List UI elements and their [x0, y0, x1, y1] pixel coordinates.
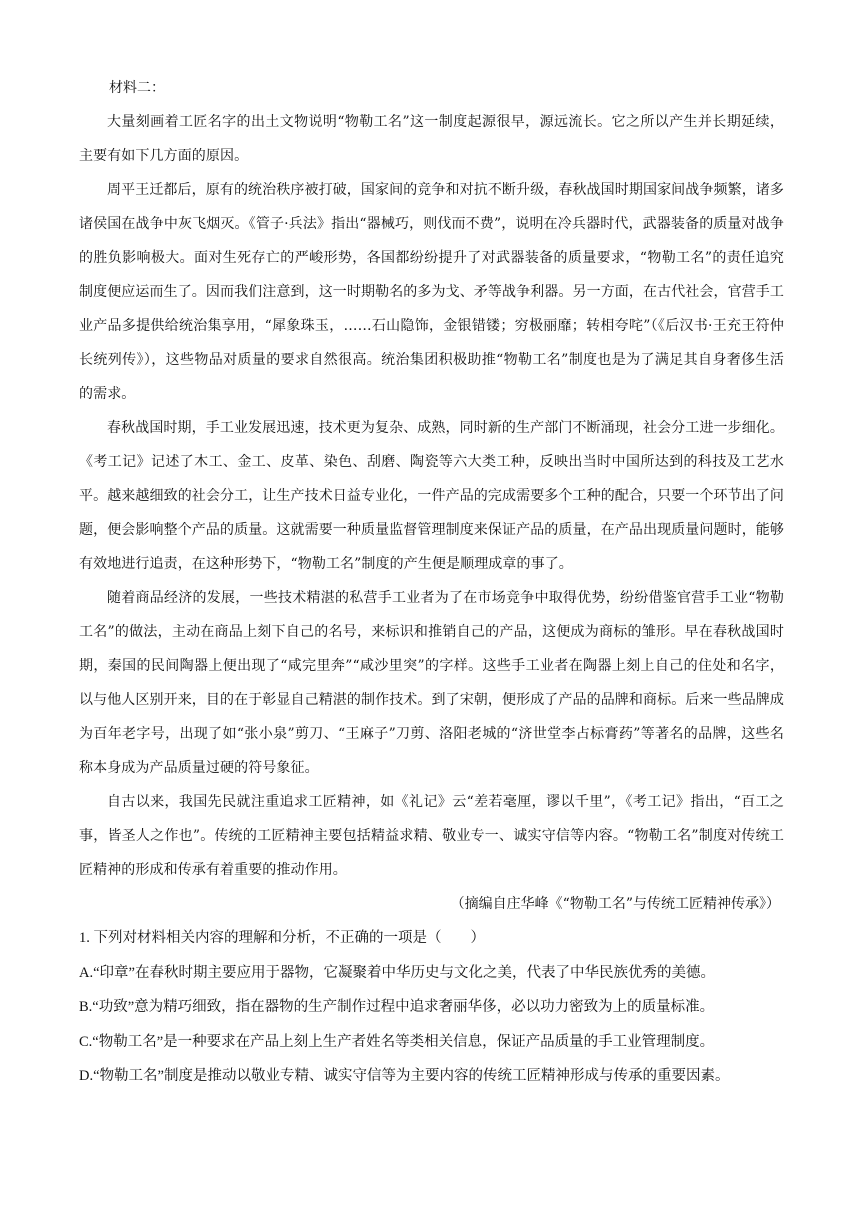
- paragraph-3: 春秋战国时期，手工业发展迅速，技术更为复杂、成熟，同时新的生产部门不断涌现，社会分工进一步细化。《考工记》记述了木工、金工、皮革、染色、刮磨、陶瓷等六大类工种，反映出当时中国所达到的科技及工艺水平。越来越细致的社会分工，让生产技术日益专业化，一件产品的完成需要多个工种的配合，只要一个环节出了问题，便会影响整个产品的质量。这就需要一种质量监督管理制度来保证产品的质量，在产品出现质量问题时，能够有效地进行追责，在这种形势下，“物勒工名”制度的产生便是顺理成章的事了。: [79, 420, 784, 572]
- option-d: D.“物勒工名”制度是推动以敬业专精、诚实守信等为主要内容的传统工匠精神形成与传承的重要因素。: [79, 1068, 730, 1084]
- option-b: B.“功致”意为精巧细致，指在器物的生产制作过程中追求奢丽华侈，必以功力密致为上的质量标准。: [79, 999, 715, 1015]
- source-citation: （摘编自庄华峰《“物勒工名”与传统工匠精神传承》）: [450, 896, 780, 912]
- paragraph-1: 大量刻画着工匠名字的出土文物说明“物勒工名”这一制度起源很早，源远流长。它之所以产生并长期延续，主要有如下几方面的原因。: [79, 114, 784, 164]
- question-title: 1. 下列对材料相关内容的理解和分析，不正确的一项是（ ）: [79, 930, 485, 946]
- material-heading: 材料二：: [109, 80, 165, 96]
- paragraph-2: 周平王迁都后，原有的统治秩序被打破，国家间的竞争和对抗不断升级，春秋战国时期国家间战争频繁，诸多诸侯国在战争中灰飞烟灭。《管子·兵法》指出“器械巧，则伐而不费”，说明在冷兵器时代，武器装备的质量对战争的胜负影响极大。面对生死存亡的严峻形势，各国都纷纷提升了对武器装备的质量要求，“物勒工名”的责任追究制度便应运而生了。因而我们注意到，这一时期勒名的多为戈、矛等战争利器。另一方面，在古代社会，官营手工业产品多提供给统治集享用，“犀象珠玉，……石山隐饰，金银错镂；穷极丽靡；转相夸咤”（《后汉书·王充王符仲长统列传》），这些物品对质量的要求自然很高。统治集团积极助推“物勒工名”制度也是为了满足其自身奢侈生活的需求。: [79, 182, 784, 402]
- paragraph-5: 自古以来，我国先民就注重追求工匠精神，如《礼记》云“差若毫厘，谬以千里”，《考工记》指出，“百工之事，皆圣人之作也”。传统的工匠精神主要包括精益求精、敬业专一、诚实守信等内容。“物勒工名”制度对传统工匠精神的形成和传承有着重要的推动作用。: [79, 794, 784, 878]
- paragraph-4: 随着商品经济的发展，一些技术精湛的私营手工业者为了在市场竞争中取得优势，纷纷借鉴官营手工业“物勒工名”的做法，主动在商品上刻下自己的名号，来标识和推销自己的产品，这便成为商标的雏形。早在春秋战国时期，秦国的民间陶器上便出现了“咸完里奔”“咸沙里突”的字样。这些手工业者在陶器上刻上自己的住处和名字，以与他人区别开来，目的在于彰显自己精湛的制作技术。到了宋朝，便形成了产品的品牌和商标。后来一些品牌成为百年老字号，出现了如“张小泉”剪刀、“王麻子”刀剪、洛阳老城的“济世堂李占标膏药”等著名的品牌，这些名称本身成为产品质量过硬的符号象征。: [79, 590, 784, 776]
- option-c: C.“物勒工名”是一种要求在产品上刻上生产者姓名等类相关信息，保证产品质量的手工业管理制度。: [79, 1033, 715, 1050]
- option-a: A.“印章”在春秋时期主要应用于器物，它凝聚着中华历史与文化之美，代表了中华民族优秀的美德。: [79, 964, 715, 981]
